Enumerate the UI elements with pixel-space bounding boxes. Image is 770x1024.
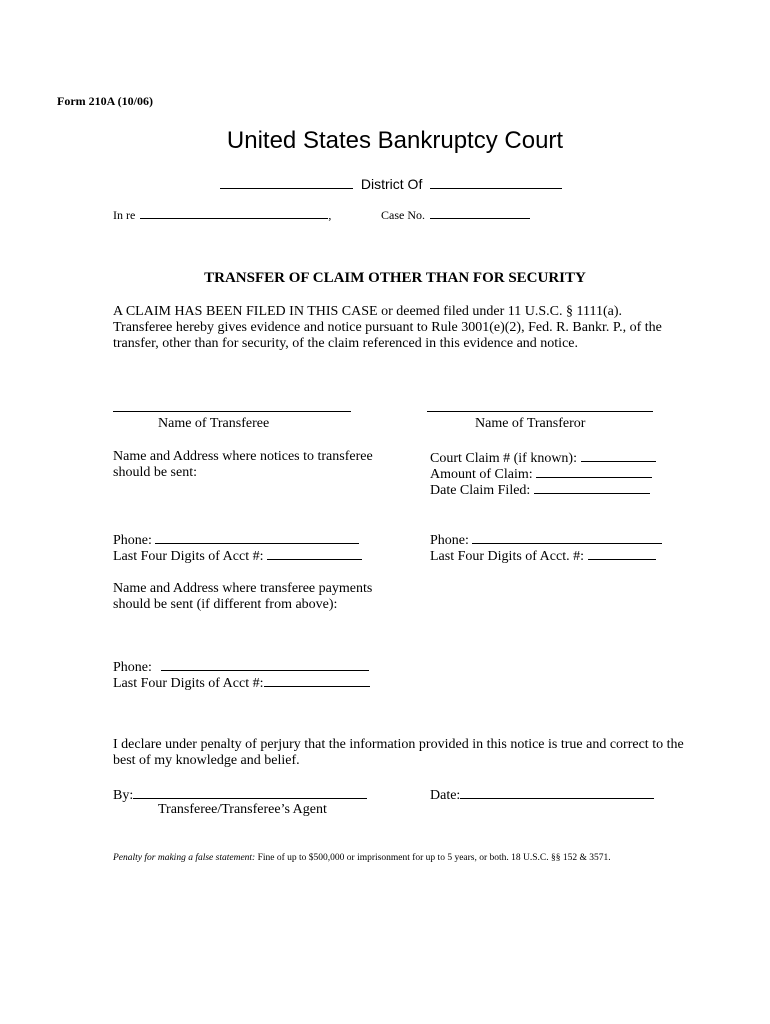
penalty-note <box>113 852 611 864</box>
transferor-phone-label: Phone: <box>430 533 469 548</box>
court-claim-label: Court Claim # (if known): <box>430 451 577 466</box>
court-claim-field[interactable] <box>581 448 656 462</box>
date-field[interactable] <box>460 785 654 799</box>
date-filed-label: Date Claim Filed: <box>430 483 531 498</box>
notices-address-line-1: Name and Address where notices to transferee <box>113 449 373 464</box>
transferee-name-field[interactable] <box>113 411 351 412</box>
payments-acct-row <box>113 673 370 692</box>
date-row <box>430 785 654 804</box>
by-label: By: <box>113 788 134 803</box>
date-filed-field[interactable] <box>534 480 650 494</box>
case-no-label: Case No. <box>381 208 425 222</box>
transferor-acct-row <box>430 546 656 565</box>
transferee-acct-row <box>113 546 362 565</box>
case-no-field[interactable] <box>430 208 530 219</box>
payments-address-line-1: Name and Address where transferee payments <box>113 581 373 596</box>
transferor-name-field[interactable] <box>427 411 653 412</box>
notices-address-line-2: should be sent: <box>113 465 197 480</box>
payments-address-line-2: should be sent (if different from above): <box>113 597 338 612</box>
in-re-row <box>113 208 331 222</box>
transferor-acct-label: Last Four Digits of Acct. #: <box>430 549 584 564</box>
transferee-phone-label: Phone: <box>113 533 152 548</box>
case-no-row <box>381 208 530 222</box>
payments-acct-label: Last Four Digits of Acct #: <box>113 676 264 691</box>
in-re-field[interactable] <box>140 208 328 219</box>
penalty-text: Fine of up to $500,000 or imprisonment for up to 5 years, or both. 18 U.S.C. §§ 152 & 3571. <box>257 853 611 863</box>
agent-label: Transferee/Transferee’s Agent <box>158 802 327 817</box>
intro-line-2: Transferee hereby gives evidence and notice pursuant to Rule 3001(e)(2), Fed. R. Bankr. P., of the <box>113 320 662 335</box>
intro-line-3: transfer, other than for security, of the claim referenced in this evidence and notice. <box>113 336 578 351</box>
transferee-name-label: Name of Transferee <box>158 416 270 431</box>
form-id: Form 210A (10/06) <box>57 94 153 108</box>
district-name-field[interactable] <box>430 175 562 189</box>
date-label: Date: <box>430 788 461 803</box>
district-row <box>220 175 562 193</box>
amount-field[interactable] <box>536 464 652 478</box>
date-filed-row <box>430 480 650 499</box>
form-heading: TRANSFER OF CLAIM OTHER THAN FOR SECURITY <box>204 270 586 286</box>
penalty-label: Penalty for making a false statement: <box>113 853 256 863</box>
transferee-acct-label: Last Four Digits of Acct #: <box>113 549 264 564</box>
in-re-label: In re <box>113 208 136 222</box>
district-prefix-field[interactable] <box>220 175 353 189</box>
payments-acct-field[interactable] <box>264 673 370 687</box>
declaration-line-2: best of my knowledge and belief. <box>113 753 300 768</box>
transferee-phone-field[interactable] <box>155 530 359 544</box>
payments-phone-label: Phone: <box>113 660 152 675</box>
transferor-phone-field[interactable] <box>472 530 662 544</box>
court-title: United States Bankruptcy Court <box>226 127 564 154</box>
district-label: District Of <box>360 176 423 192</box>
intro-line-1: A CLAIM HAS BEEN FILED IN THIS CASE or deemed filed under 11 U.S.C. § 1111(a). <box>113 304 623 319</box>
transferee-acct-field[interactable] <box>267 546 362 560</box>
transferor-acct-field[interactable] <box>588 546 656 560</box>
signature-field[interactable] <box>133 785 367 799</box>
declaration-line-1: I declare under penalty of perjury that the information provided in this notice is true and correct to the <box>113 737 684 752</box>
amount-label: Amount of Claim: <box>430 467 533 482</box>
transferor-name-label: Name of Transferor <box>475 416 586 431</box>
payments-phone-field[interactable] <box>161 657 369 671</box>
in-re-comma: , <box>328 208 332 222</box>
